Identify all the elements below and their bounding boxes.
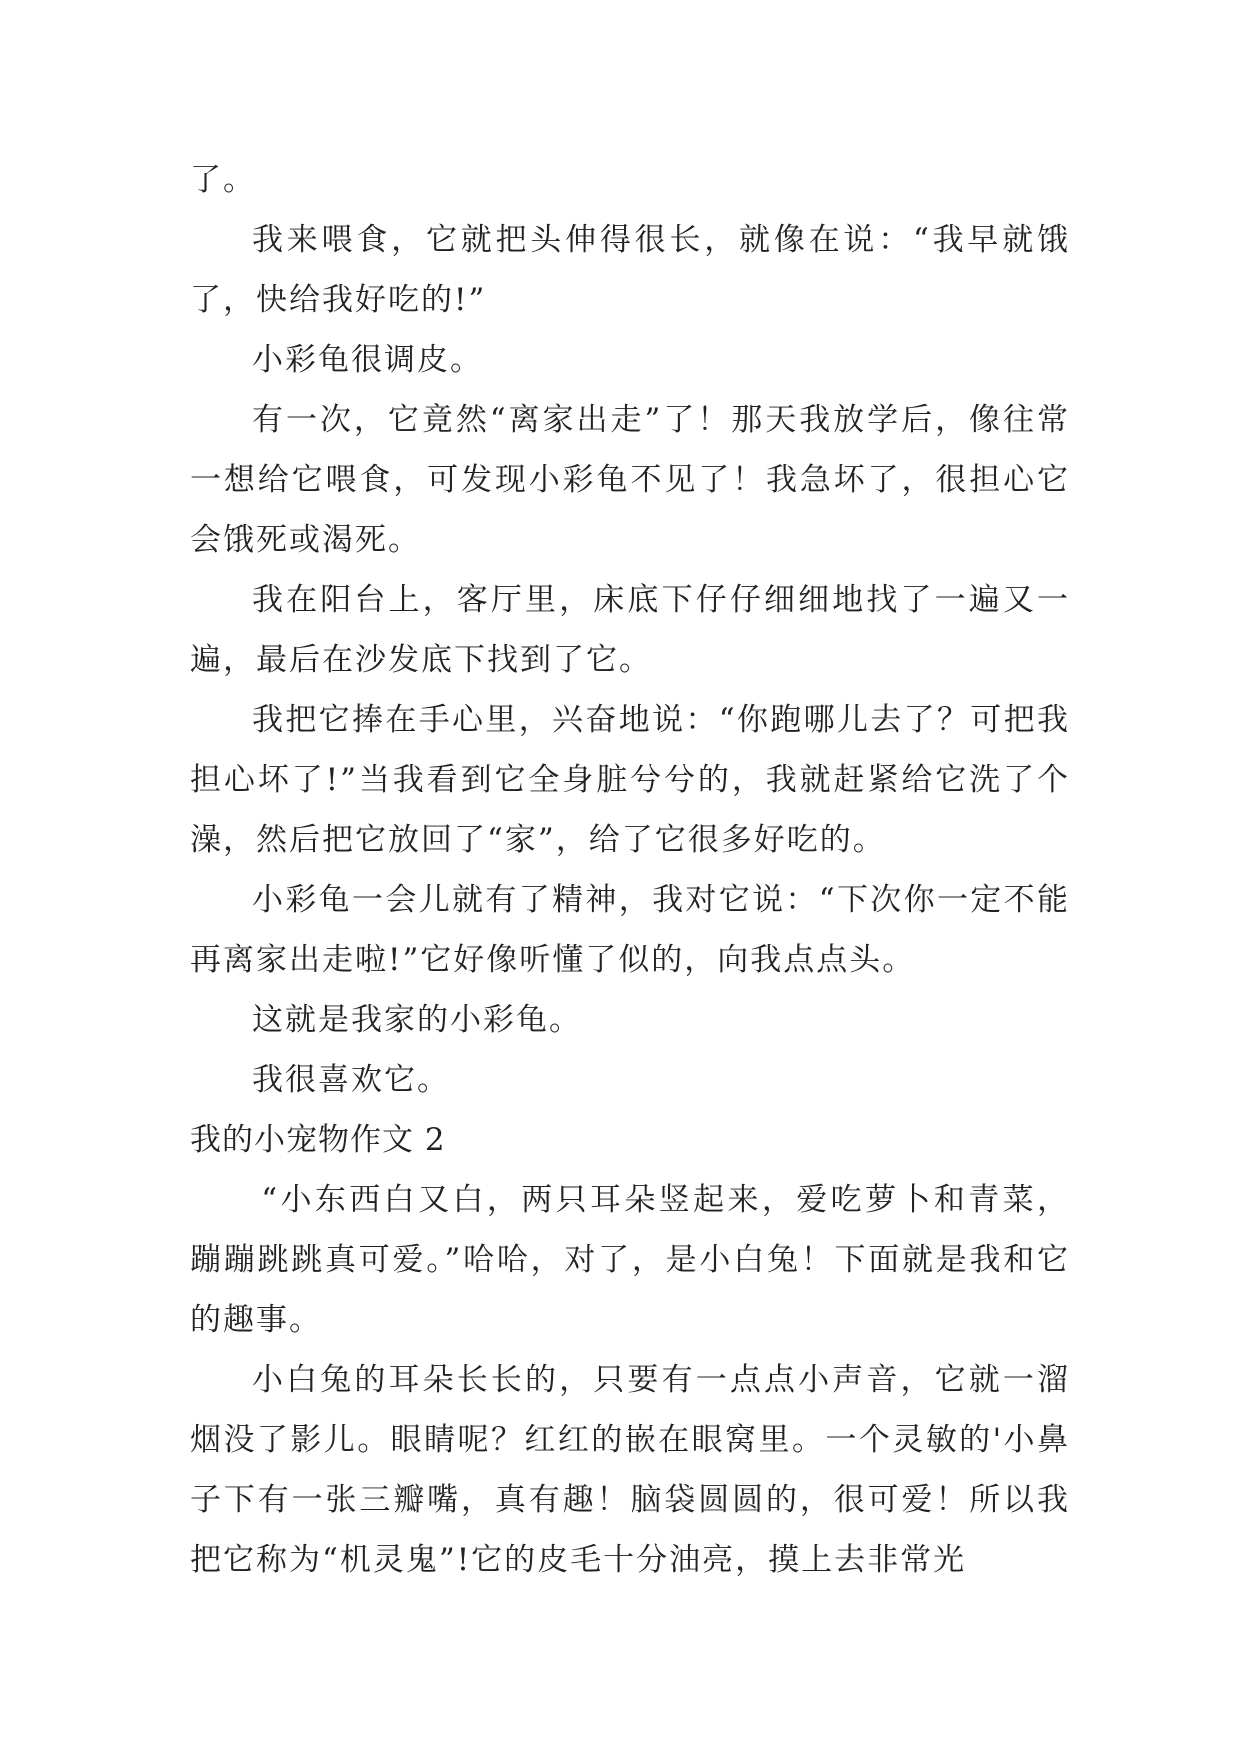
- paragraph: 这就是我家的小彩龟。: [252, 1002, 582, 1038]
- paragraph: 我把它捧在手心里，兴奋地说：“你跑哪儿去了？可把我担心坏了!”当我看到它全身脏兮兮的，我就赶紧给它洗了个澡，然后把它放回了“家”，给了它很多好吃的。: [190, 702, 1070, 858]
- paragraph: 我在阳台上，客厅里，床底下仔仔细细地找了一遍又一遍，最后在沙发底下找到了它。: [190, 582, 1070, 678]
- section-title: 我的小宠物作文 2: [190, 1122, 446, 1158]
- paragraph: 有一次，它竟然“离家出走”了！那天我放学后，像往常一想给它喂食，可发现小彩龟不见了！我急坏了，很担心它会饿死或渴死。: [190, 402, 1070, 558]
- document-page: [190, 150, 1070, 1590]
- paragraph: 我来喂食，它就把头伸得很长，就像在说：“我早就饿了，快给我好吃的!”: [190, 222, 1070, 318]
- paragraph: 了。: [190, 162, 256, 198]
- paragraph: 我很喜欢它。: [252, 1062, 450, 1098]
- paragraph: 小白兔的耳朵长长的，只要有一点点小声音，它就一溜烟没了影儿。眼睛呢？红红的嵌在眼窝里。一个灵敏的'小鼻子下有一张三瓣嘴，真有趣！脑袋圆圆的，很可爱！所以我把它称为“机灵鬼”!它的皮毛十分油亮，摸上去非常光: [190, 1362, 1070, 1578]
- paragraph: “小东西白又白，两只耳朵竖起来，爱吃萝卜和青菜，蹦蹦跳跳真可爱。”哈哈，对了，是小白兔！下面就是我和它的趣事。: [190, 1182, 1070, 1338]
- paragraph: 小彩龟很调皮。: [252, 342, 483, 378]
- paragraph: 小彩龟一会儿就有了精神，我对它说：“下次你一定不能再离家出走啦!”它好像听懂了似的，向我点点头。: [190, 882, 1070, 978]
